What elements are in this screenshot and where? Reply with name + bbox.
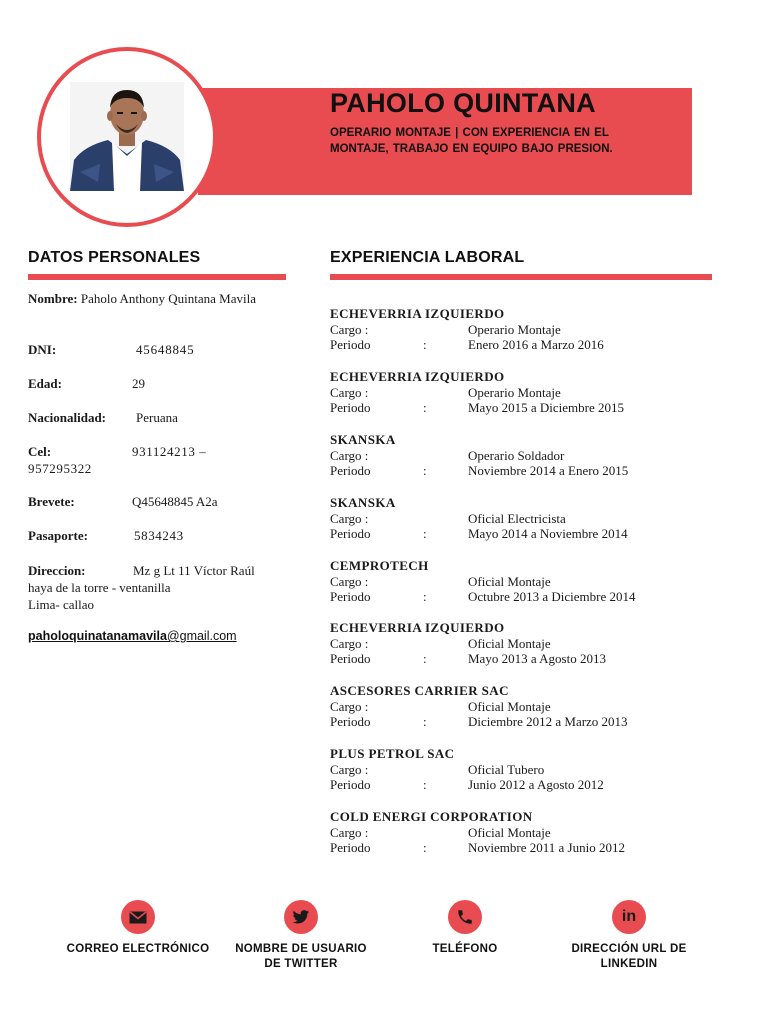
periodo-label: Periodo [330, 714, 371, 729]
contact-twitter-label: NOMBRE DE USUARIO DE TWITTER [235, 943, 367, 970]
job-cargo-row [330, 322, 700, 338]
periodo-label: Periodo [330, 400, 371, 415]
brevete-value: Q45648845 A2a [132, 494, 218, 509]
contact-linkedin[interactable] [544, 900, 714, 972]
candidate-name: PAHOLO QUINTANA [330, 88, 596, 118]
periodo-label: Periodo [330, 840, 371, 855]
job-periodo-row [330, 463, 700, 479]
personal-data-rule [28, 274, 286, 280]
linkedin-icon: in [612, 900, 646, 934]
candidate-tagline: OPERARIO MONTAJE | CON EXPERIENCIA EN EL MONTAJE, TRABAJO EN EQUIPO BAJO PRESION. [330, 127, 613, 155]
job-cargo-row [330, 762, 700, 778]
nombre-label: Nombre: [28, 291, 78, 306]
job-entry [330, 683, 700, 730]
job-entry [330, 495, 700, 542]
direccion-value: Mz g Lt 11 Víctor Raúl [133, 563, 255, 578]
cel-label: Cel: [28, 444, 52, 459]
job-company: PLUS PETROL SAC [330, 746, 455, 761]
periodo-colon: : [423, 526, 427, 541]
experience-title: EXPERIENCIA LABORAL [330, 249, 525, 266]
job-periodo-row [330, 840, 700, 856]
periodo-colon: : [423, 777, 427, 792]
contact-phone-label: TELÉFONO [432, 943, 498, 955]
twitter-icon [284, 900, 318, 934]
field-dni [28, 341, 283, 358]
cargo-label: Cargo : [330, 635, 369, 651]
direccion-label: Direccion: [28, 563, 86, 578]
cargo-label: Cargo : [330, 573, 369, 589]
job-company: ECHEVERRIA IZQUIERDO [330, 306, 505, 321]
job-periodo: Noviembre 2011 a Junio 2012 [468, 840, 625, 855]
job-cargo: Oficial Montaje [468, 698, 551, 714]
email-link[interactable] [28, 629, 237, 643]
job-entry [330, 620, 700, 667]
job-cargo-row [330, 385, 700, 401]
periodo-colon: : [423, 840, 427, 855]
email-domain: @gmail.com [166, 629, 237, 643]
job-periodo: Mayo 2014 a Noviembre 2014 [468, 526, 628, 541]
job-cargo: Oficial Tubero [468, 761, 545, 777]
nacionalidad-value: Peruana [136, 410, 178, 425]
cargo-label: Cargo : [330, 698, 369, 714]
email-icon [121, 900, 155, 934]
pasaporte-label: Pasaporte: [28, 528, 88, 543]
cargo-label: Cargo : [330, 824, 369, 840]
periodo-colon: : [423, 400, 427, 415]
job-periodo: Enero 2016 a Marzo 2016 [468, 337, 604, 352]
edad-label: Edad: [28, 376, 62, 391]
cargo-label: Cargo : [330, 447, 369, 463]
job-cargo: Oficial Montaje [468, 824, 551, 840]
periodo-label: Periodo [330, 526, 371, 541]
cargo-label: Cargo : [330, 321, 369, 337]
periodo-label: Periodo [330, 651, 371, 666]
field-nombre [28, 290, 283, 307]
job-periodo: Diciembre 2012 a Marzo 2013 [468, 714, 628, 729]
cargo-label: Cargo : [330, 761, 369, 777]
periodo-colon: : [423, 589, 427, 604]
experience-rule [330, 274, 712, 280]
contact-email[interactable] [53, 900, 223, 957]
edad-value: 29 [132, 376, 145, 391]
job-company: CEMPROTECH [330, 558, 429, 573]
job-entry [330, 432, 700, 479]
contact-phone[interactable] [380, 900, 550, 957]
field-brevete [28, 493, 283, 510]
cel-value-2: 957295322 [28, 461, 92, 476]
job-cargo: Operario Montaje [468, 384, 561, 400]
periodo-label: Periodo [330, 463, 371, 478]
cargo-label: Cargo : [330, 510, 369, 526]
pasaporte-value: 5834243 [134, 528, 184, 543]
job-cargo: Operario Montaje [468, 321, 561, 337]
periodo-colon: : [423, 337, 427, 352]
brevete-label: Brevete: [28, 494, 75, 509]
periodo-label: Periodo [330, 777, 371, 792]
job-cargo: Operario Soldador [468, 447, 565, 463]
job-company: ECHEVERRIA IZQUIERDO [330, 369, 505, 384]
contact-linkedin-label: DIRECCIÓN URL DE LINKEDIN [571, 943, 687, 970]
job-company: ASCESORES CARRIER SAC [330, 683, 509, 698]
job-cargo-row [330, 636, 700, 652]
job-cargo: Oficial Montaje [468, 635, 551, 651]
job-periodo: Junio 2012 a Agosto 2012 [468, 777, 604, 792]
job-company: COLD ENERGI CORPORATION [330, 809, 533, 824]
job-entry [330, 369, 700, 416]
job-company: SKANSKA [330, 432, 396, 447]
job-periodo: Noviembre 2014 a Enero 2015 [468, 463, 629, 478]
phone-icon [448, 900, 482, 934]
field-direccion [28, 562, 283, 614]
job-periodo-row [330, 651, 700, 667]
field-edad [28, 375, 283, 392]
job-periodo-row [330, 777, 700, 793]
field-cel [28, 443, 283, 477]
direccion-line-3: Lima- callao [28, 597, 95, 612]
direccion-line-2: haya de la torre - ventanilla [28, 580, 171, 595]
contact-email-label: CORREO ELECTRÓNICO [66, 943, 210, 955]
job-cargo-row [330, 448, 700, 464]
dni-value: 45648845 [136, 342, 195, 357]
cargo-label: Cargo : [330, 384, 369, 400]
cel-value: 931124213 – [132, 444, 207, 459]
periodo-colon: : [423, 714, 427, 729]
job-cargo-row [330, 511, 700, 527]
nombre-value: Paholo Anthony Quintana Mavila [77, 291, 256, 306]
job-entry [330, 746, 700, 793]
periodo-colon: : [423, 463, 427, 478]
job-periodo-row [330, 589, 700, 605]
periodo-colon: : [423, 651, 427, 666]
job-company: ECHEVERRIA IZQUIERDO [330, 620, 505, 635]
job-cargo-row [330, 825, 700, 841]
email-user: paholoquinatanamavila [28, 629, 167, 643]
field-pasaporte [28, 527, 283, 544]
job-cargo: Oficial Electricista [468, 510, 566, 526]
personal-data-title: DATOS PERSONALES [28, 249, 201, 266]
job-periodo-row [330, 714, 700, 730]
job-cargo: Oficial Montaje [468, 573, 551, 589]
dni-label: DNI: [28, 342, 57, 357]
job-periodo-row [330, 337, 700, 353]
job-company: SKANSKA [330, 495, 396, 510]
job-entry [330, 306, 700, 353]
contact-twitter[interactable] [216, 900, 386, 972]
job-entry [330, 809, 700, 856]
job-periodo: Mayo 2015 a Diciembre 2015 [468, 400, 624, 415]
job-periodo-row [330, 526, 700, 542]
profile-photo [70, 82, 184, 191]
job-cargo-row [330, 574, 700, 590]
job-periodo: Octubre 2013 a Diciembre 2014 [468, 589, 636, 604]
nacionalidad-label: Nacionalidad: [28, 410, 107, 425]
periodo-label: Periodo [330, 337, 371, 352]
job-entry [330, 558, 700, 605]
field-nacionalidad [28, 409, 283, 426]
job-periodo-row [330, 400, 700, 416]
job-periodo: Mayo 2013 a Agosto 2013 [468, 651, 606, 666]
periodo-label: Periodo [330, 589, 371, 604]
job-cargo-row [330, 699, 700, 715]
